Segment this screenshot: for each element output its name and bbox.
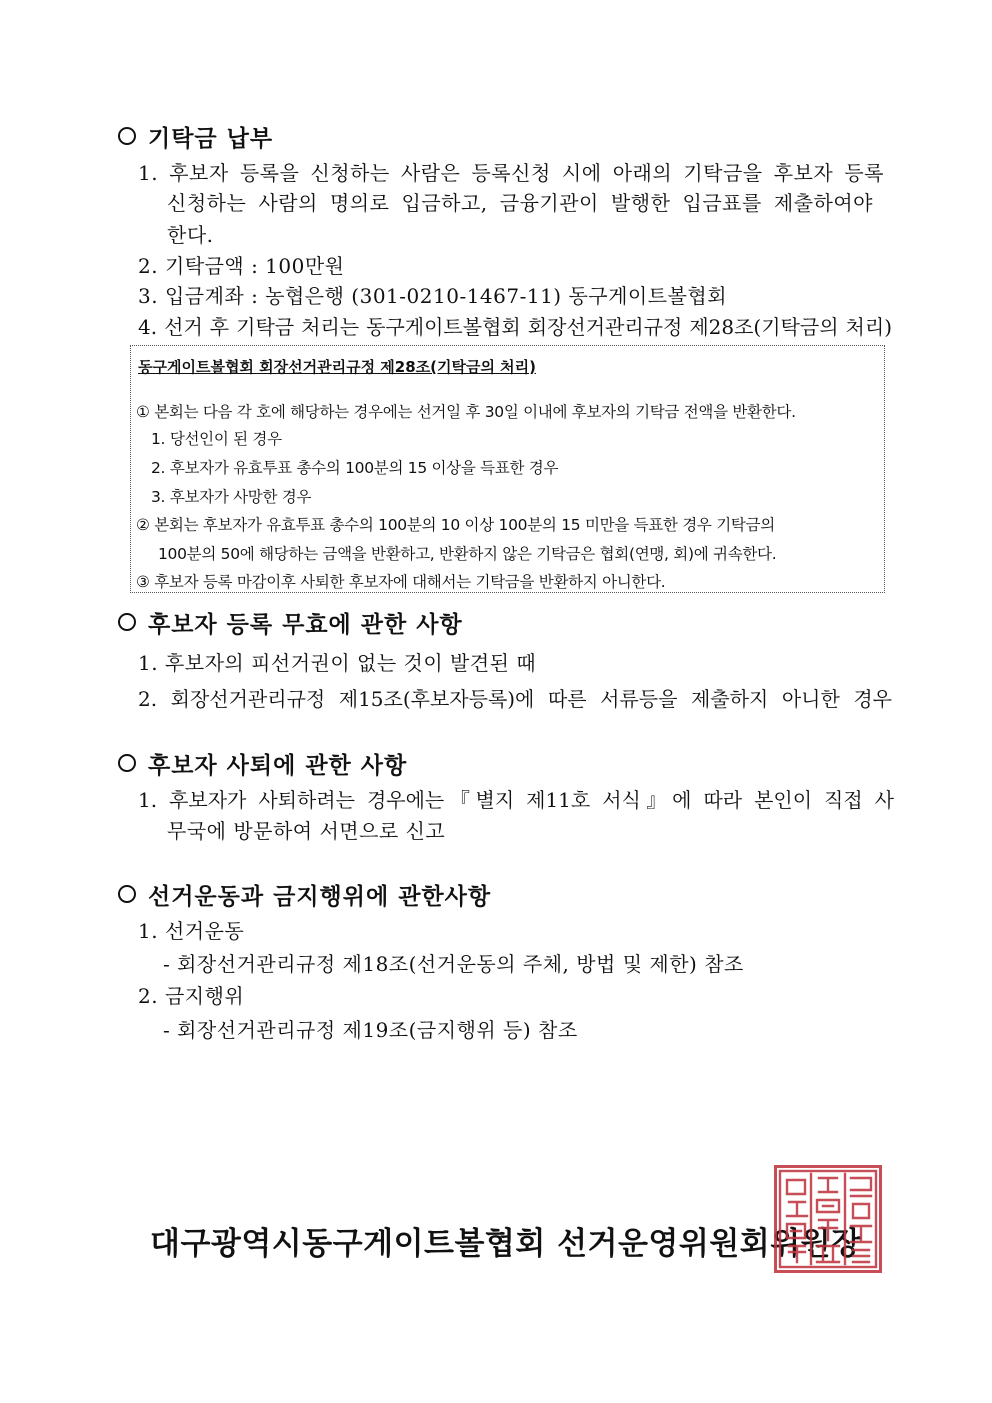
regulation-box xyxy=(130,345,885,593)
regulation-line: ③ 후보자 등록 마감이후 사퇴한 후보자에 대해서는 기탁금을 반환하지 아니한다. xyxy=(136,573,666,591)
section-title-campaign: 선거운동과 금지행위에 관한사항 xyxy=(118,878,491,911)
deposit-item-1-cont2: 한다. xyxy=(167,223,214,247)
campaign-item-2: 2. 금지행위 xyxy=(138,984,245,1008)
regulation-line: ① 본회는 다음 각 호에 해당하는 경우에는 선거일 후 30일 이내에 후보자의 기탁금 전액을 반환한다. xyxy=(136,403,796,421)
section-title-invalid: 후보자 등록 무효에 관한 사항 xyxy=(118,606,463,639)
signature-line: 대구광역시동구게이트볼협회 선거운영위원회위원장 xyxy=(150,1226,862,1262)
section-title-withdrawal: 후보자 사퇴에 관한 사항 xyxy=(118,747,407,780)
invalid-item-2: 2. 회장선거관리규정 제15조(후보자등록)에 따른 서류등을 제출하지 아니한 경우 xyxy=(138,687,892,711)
campaign-item-2-detail: - 회장선거관리규정 제19조(금지행위 등) 참조 xyxy=(163,1018,578,1042)
deposit-item-3: 3. 입금계좌 : 농협은행 (301-0210-1467-11) 동구게이트볼협회 xyxy=(138,284,728,308)
official-seal-icon xyxy=(774,1165,882,1273)
invalid-item-1: 1. 후보자의 피선거권이 없는 것이 발견된 때 xyxy=(138,651,537,675)
deposit-item-1: 1. 후보자 등록을 신청하는 사람은 등록신청 시에 아래의 기탁금을 후보자 등록 xyxy=(138,161,884,185)
regulation-line: 100분의 50에 해당하는 금액을 반환하고, 반환하지 않은 기탁금은 협회(연맹, 회)에 귀속한다. xyxy=(158,545,777,563)
regulation-box-title: 동구게이트볼협회 회장선거관리규정 제28조(기탁금의 처리) xyxy=(138,358,537,376)
withdrawal-item-1-cont: 무국에 방문하여 서면으로 신고 xyxy=(167,819,446,843)
circle-bullet-icon xyxy=(118,613,136,631)
seal-pattern-icon xyxy=(777,1168,879,1270)
withdrawal-item-1: 1. 후보자가 사퇴하려는 경우에는『별지 제11호 서식』에 따라 본인이 직접 사 xyxy=(138,788,894,812)
circle-bullet-icon xyxy=(118,754,136,772)
circle-bullet-icon xyxy=(118,885,136,903)
regulation-line: 2. 후보자가 유효투표 총수의 100분의 15 이상을 득표한 경우 xyxy=(151,459,559,477)
circle-bullet-icon xyxy=(118,127,136,145)
deposit-item-1-cont: 신청하는 사람의 명의로 입금하고, 금융기관이 발행한 입금표를 제출하여야 xyxy=(167,191,873,215)
regulation-line: 3. 후보자가 사망한 경우 xyxy=(151,488,312,506)
campaign-item-1-detail: - 회장선거관리규정 제18조(선거운동의 주체, 방법 및 제한) 참조 xyxy=(163,952,744,976)
section-title-deposit: 기탁금 납부 xyxy=(118,120,273,153)
campaign-item-1: 1. 선거운동 xyxy=(138,919,245,943)
regulation-line: ② 본회는 후보자가 유효투표 총수의 100분의 10 이상 100분의 15 미만을 득표한 경우 기탁금의 xyxy=(136,516,775,534)
regulation-line: 1. 당선인이 된 경우 xyxy=(151,430,282,448)
deposit-item-2: 2. 기탁금액 : 100만원 xyxy=(138,254,345,278)
deposit-item-4: 4. 선거 후 기탁금 처리는 동구게이트볼협회 회장선거관리규정 제28조(기탁금의 처리) xyxy=(138,315,892,339)
